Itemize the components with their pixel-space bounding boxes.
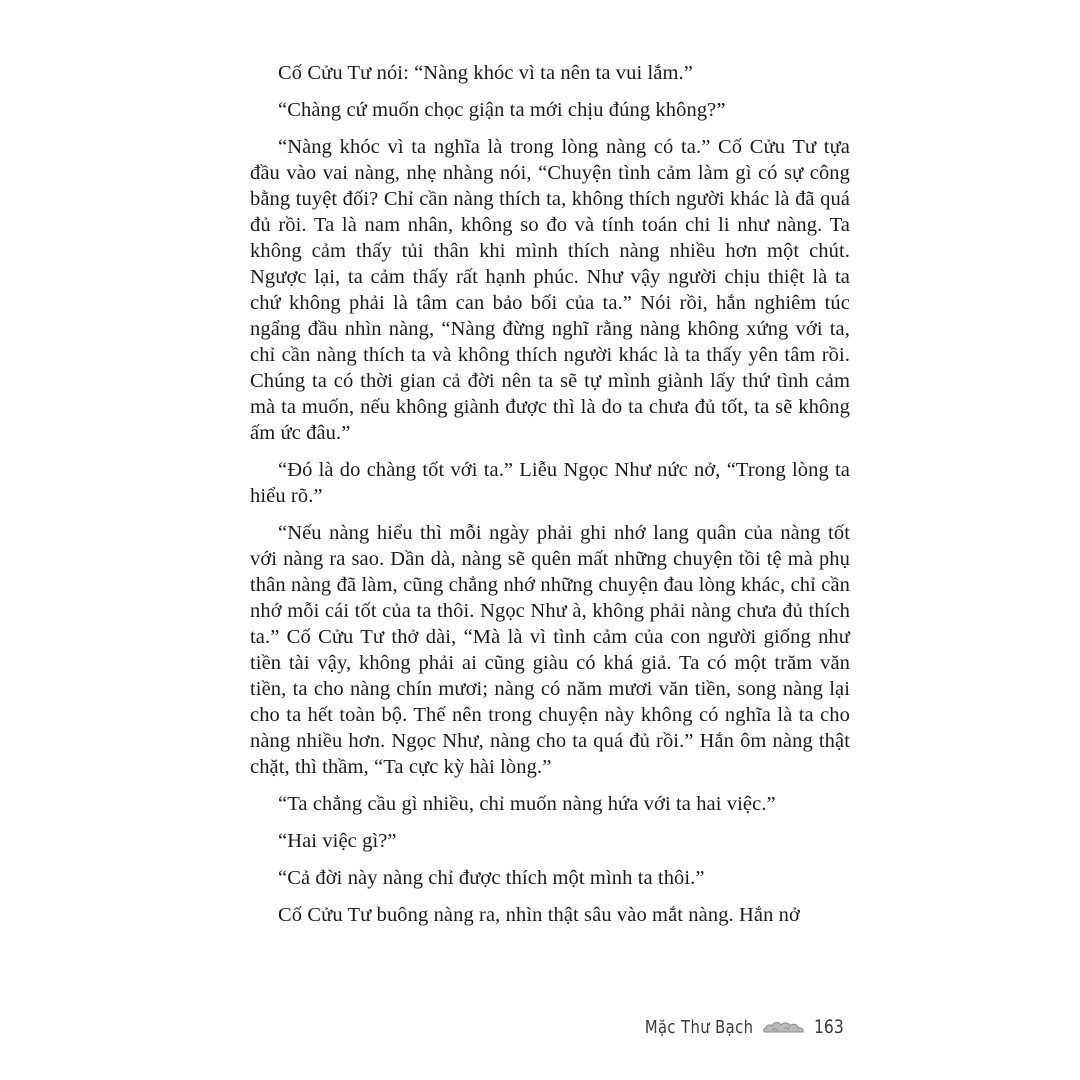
paragraph-3: “Nàng khóc vì ta nghĩa là trong lòng nàng có ta.” Cố Cửu Tư tựa đầu vào vai nàng, nhẹ nhàng nói, “Chuyện tình cảm làm gì có sự công bằng tuyệt đối? Chỉ cần nàng thích ta, không thích người khác là đã quá đủ rồi. Ta là nam nhân, không so đo và tính toán chi li như nàng. Ta không cảm thấy tủi thân khi mình thích nàng nhiều hơn một chút. Ngược lại, ta cảm thấy rất hạnh phúc. Như vậy người chịu thiệt là ta chứ không phải là tâm can bảo bối của ta.” Nói rồi, hắn nghiêm túc ngẩng đầu nhìn nàng, “Nàng đừng nghĩ rằng nàng không xứng với ta, chỉ cần nàng thích ta và không thích người khác là ta thấy yên tâm rồi. Chúng ta có thời gian cả đời nên ta sẽ tự mình giành lấy thứ tình cảm mà ta muốn, nếu không giành được thì là do ta chưa đủ tốt, ta sẽ không ấm ức đâu.” bbox=[250, 136, 850, 444]
book-page-body bbox=[250, 60, 850, 939]
paragraph-7: “Hai việc gì?” bbox=[278, 830, 397, 852]
paragraph-1: Cố Cửu Tư nói: “Nàng khóc vì ta nên ta vui lắm.” bbox=[278, 62, 693, 84]
paragraph-6: “Ta chẳng cầu gì nhiều, chỉ muốn nàng hứa với ta hai việc.” bbox=[278, 793, 776, 815]
paragraph-9: Cố Cửu Tư buông nàng ra, nhìn thật sâu vào mắt nàng. Hắn nở bbox=[278, 904, 800, 926]
page-footer bbox=[640, 1010, 850, 1044]
paragraph-5: “Nếu nàng hiểu thì mỗi ngày phải ghi nhớ lang quân của nàng tốt với nàng ra sao. Dần dà, nàng sẽ quên mất những chuyện tồi tệ mà phụ thân nàng đã làm, cũng chẳng nhớ những chuyện đau lòng khác, chỉ cần nhớ mỗi cái tốt của ta thôi. Ngọc Như à, không phải nàng chưa đủ thích ta.” Cố Cửu Tư thở dài, “Mà là vì tình cảm của con người giống như tiền tài vậy, không phải ai cũng giàu có khá giả. Ta có một trăm văn tiền, ta cho nàng chín mươi; nàng có năm mươi văn tiền, song nàng lại cho ta hết toàn bộ. Thế nên trong chuyện này không có nghĩa là ta cho nàng nhiều hơn. Ngọc Như, nàng cho ta quá đủ rồi.” Hắn ôm nàng thật chặt, thì thầm, “Ta cực kỳ hài lòng.” bbox=[250, 522, 850, 778]
paragraph-8: “Cả đời này nàng chỉ được thích một mình ta thôi.” bbox=[278, 867, 705, 889]
footer-author-name: Mặc Thư Bạch bbox=[645, 1016, 754, 1038]
page-number: 163 bbox=[813, 1016, 844, 1038]
paragraph-2: “Chàng cứ muốn chọc giận ta mới chịu đúng không?” bbox=[278, 99, 726, 121]
cloud-ornament-icon bbox=[762, 1017, 806, 1037]
paragraph-4: “Đó là do chàng tốt với ta.” Liễu Ngọc Như nức nở, “Trong lòng ta hiểu rõ.” bbox=[250, 459, 850, 507]
